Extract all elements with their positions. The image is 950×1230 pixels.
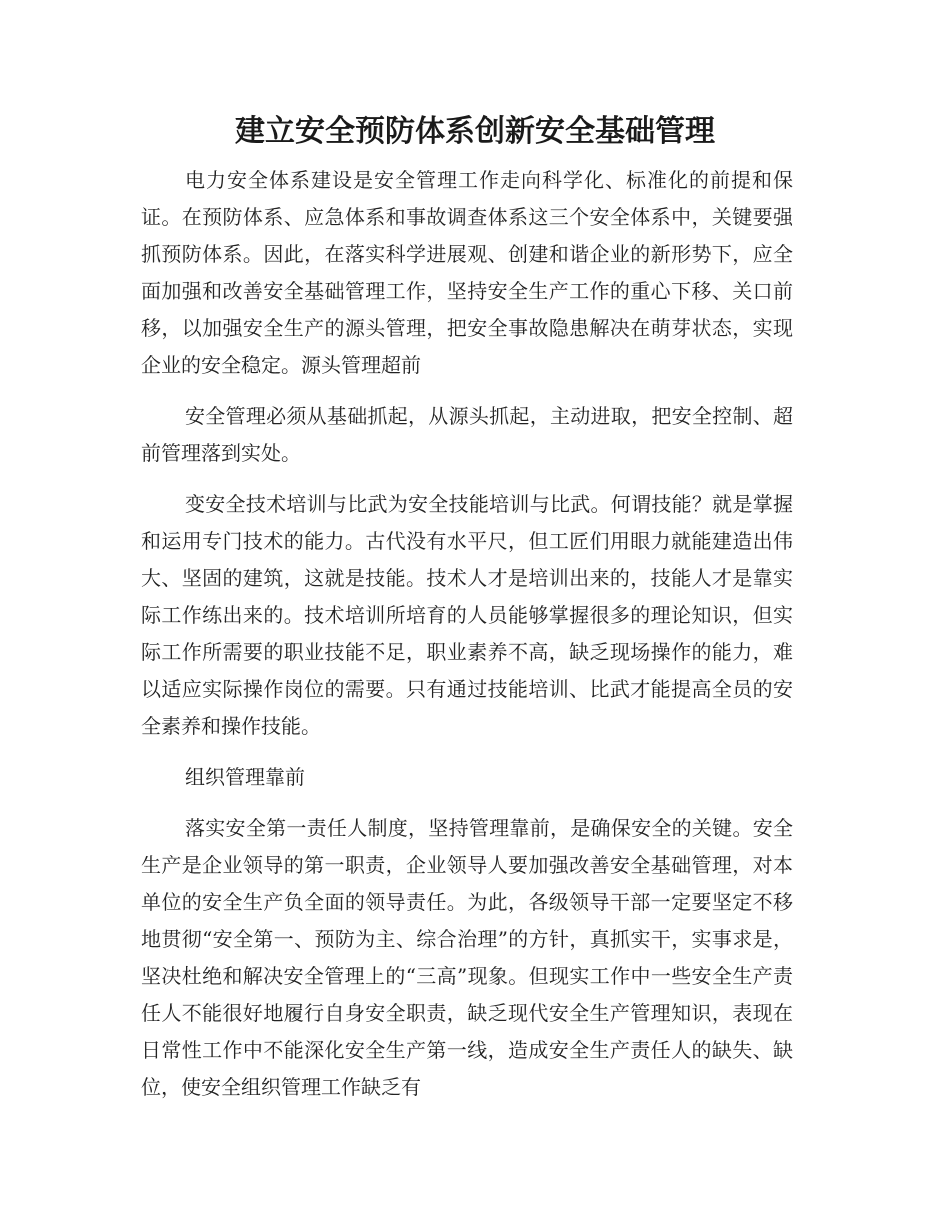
document-body — [141, 162, 793, 1120]
paragraph-source-management: 安全管理必须从基础抓起，从源头抓起，主动进取，把安全控制、超前管理落到实处。 — [141, 404, 793, 465]
paragraph-intro: 电力安全体系建设是安全管理工作走向科学化、标准化的前提和保证。在预防体系、应急体系和事故调查体系这三个安全体系中，关键要强抓预防体系。因此，在落实科学进展观、创建和谐企业的新形势下，应全面加强和改善安全基础管理工作，坚持安全生产工作的重心下移、关口前移，以加强安全生产的源头管理，把安全事故隐患解决在萌芽状态，实现企业的安全稳定。源头管理超前 — [141, 168, 793, 377]
paragraph-skill-training: 变安全技术培训与比武为安全技能培训与比武。何谓技能？就是掌握和运用专门技术的能力。古代没有水平尺，但工匠们用眼力就能建造出伟大、坚固的建筑，这就是技能。技术人才是培训出来的，技能人才是靠实际工作练出来的。技术培训所培育的人员能够掌握很多的理论知识，但实际工作所需要的职业技能不足，职业素养不高，缺乏现场操作的能力，难以适应实际操作岗位的需要。只有通过技能培训、比武才能提高全员的安全素养和操作技能。 — [141, 492, 793, 738]
paragraph-responsibility: 落实安全第一责任人制度，坚持管理靠前，是确保安全的关键。安全生产是企业领导的第一职责，企业领导人要加强改善安全基础管理，对本单位的安全生产负全面的领导责任。为此，各级领导干部一定要坚定不移地贯彻“安全第一、预防为主、综合治理”的方针，真抓实干，实事求是，坚决杜绝和解决安全管理上的“三高”现象。但现实工作中一些安全生产责任人不能很好地履行自身安全职责，缺乏现代安全生产管理知识，表现在日常性工作中不能深化安全生产第一线，造成安全生产责任人的缺失、缺位，使安全组织管理工作缺乏有 — [141, 816, 793, 1099]
section-heading-organization: 组织管理靠前 — [185, 765, 305, 789]
document-title: 建立安全预防体系创新安全基础管理 — [235, 114, 715, 149]
